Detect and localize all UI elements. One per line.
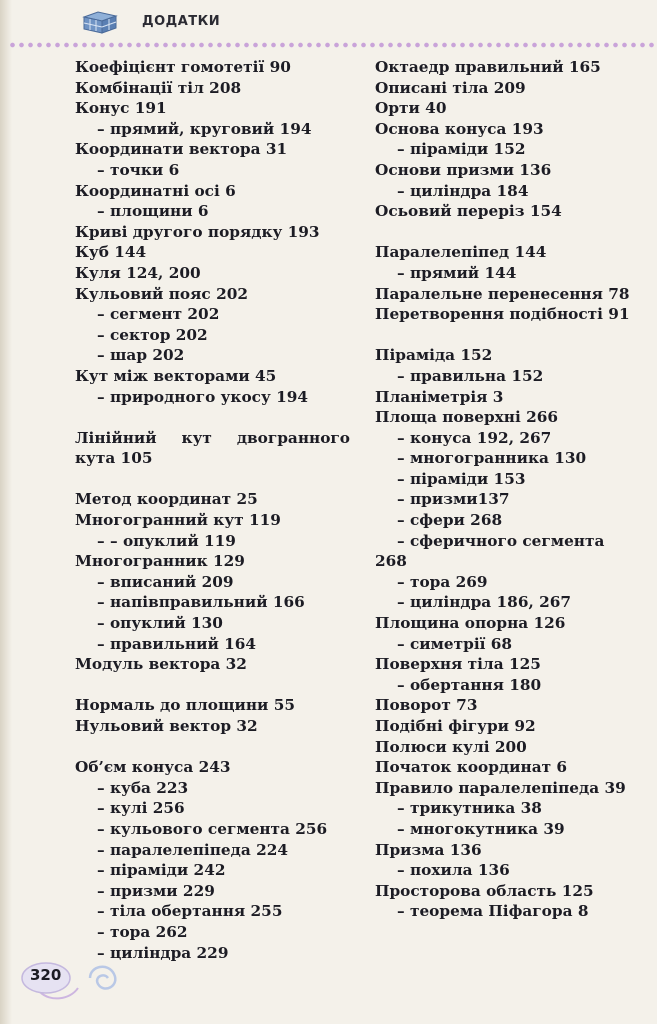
index-subentry: – многокутника 39 (397, 819, 565, 838)
index-entry: Орти 40 (375, 99, 447, 118)
index-entry: Паралелепіпед 144 (375, 243, 547, 262)
cube-logo-icon (80, 9, 120, 35)
entry-gap (375, 222, 640, 243)
index-entry: Паралельне перенесення 78 (375, 284, 630, 303)
index-entry: Координатні осі 6 (75, 181, 236, 200)
index-entry: Просторова область 125 (375, 881, 594, 900)
index-entry: Осьовий переріз 154 (375, 202, 562, 221)
index-subentry: – тора 269 (397, 572, 488, 591)
index-column-left (75, 57, 350, 963)
entry-gap (75, 675, 350, 696)
index-entry: Коефіцієнт гомотетії 90 (75, 58, 291, 76)
index-subentry: – призми 229 (97, 881, 215, 900)
index-entry: Куб 144 (75, 243, 147, 262)
index-subentry: – циліндра 184 (397, 181, 529, 200)
index-subentry: – паралелепіпеда 224 (97, 840, 289, 859)
index-entry: Об’єм конуса 243 (75, 758, 231, 777)
index-subentry: – симетрії 68 (397, 634, 513, 653)
entry-gap (75, 469, 350, 490)
index-entry: Нульовий вектор 32 (75, 717, 258, 735)
index-entry: Конус 191 (75, 99, 167, 118)
index-entry: кута 105 (75, 449, 153, 468)
index-subentry: – точки 6 (97, 160, 180, 179)
index-entry: Криві другого порядку 193 (75, 222, 320, 241)
index-entry: Перетворення подібності 91 (375, 305, 630, 324)
index-entry: Поворот 73 (375, 696, 478, 715)
index-entry: Комбінації тіл 208 (75, 78, 242, 97)
index-subentry: – напівправильний 166 (97, 593, 305, 612)
index-subentry: – сферичного сегмента (397, 531, 605, 550)
index-entry: Метод координат 25 (75, 490, 258, 509)
index-entry: Октаедр правильний 165 (375, 58, 601, 76)
index-subentry: – призми137 (397, 490, 510, 509)
index-entry: Площина опорна 126 (375, 614, 566, 633)
index-subentry: – кульового сегмента 256 (97, 819, 328, 838)
index-subentry: – правильна 152 (397, 366, 544, 385)
index-subentry: – кулі 256 (97, 799, 185, 818)
index-entry: Подібні фігури 92 (375, 717, 536, 735)
index-subentry: – циліндра 186, 267 (397, 593, 572, 612)
index-entry: Площа поверхні 266 (375, 408, 559, 427)
index-entry: Кут між векторами 45 (75, 366, 277, 385)
index-entry: Початок координат 6 (375, 758, 568, 777)
index-subentry: – вписаний 209 (97, 572, 234, 591)
index-entry: Координати вектора 31 (75, 140, 288, 159)
index-subentry: – многогранника 130 (397, 449, 587, 468)
dotted-divider (8, 41, 657, 49)
index-subentry: – циліндра 229 (97, 943, 229, 962)
index-entry: Куля 124, 200 (75, 263, 201, 282)
index-entry: Піраміда 152 (375, 346, 493, 365)
index-subentry: – куба 223 (97, 778, 189, 797)
section-title: ДОДАТКИ (142, 14, 221, 29)
index-entry: Описані тіла 209 (375, 78, 526, 97)
page-edge-shadow (0, 0, 12, 1024)
index-entry: Призма 136 (375, 840, 482, 859)
index-entry: Правило паралелепіпеда 39 (375, 778, 626, 797)
index-entry: Основи призми 136 (375, 160, 552, 179)
entry-gap (375, 325, 640, 346)
index-subentry: – теорема Піфагора 8 (397, 902, 589, 921)
page-header (0, 0, 657, 50)
index-subentry: – тіла обертання 255 (97, 902, 283, 921)
index-subentry: – сегмент 202 (97, 305, 220, 324)
index-entry: Многогранний кут 119 (75, 511, 281, 530)
index-entry: Планіметрія 3 (375, 387, 504, 406)
index-subentry: – прямий, круговий 194 (97, 119, 312, 138)
page-number: 320 (30, 966, 62, 984)
index-entry: Многогранник 129 (75, 552, 245, 571)
index-subentry: – правильний 164 (97, 634, 257, 653)
index-subentry: – піраміди 153 (397, 469, 526, 488)
index-entry: Кульовий пояс 202 (75, 284, 248, 303)
index-subentry: – піраміди 242 (97, 861, 226, 880)
index-subentry: – сфери 268 (397, 511, 503, 530)
index-subentry: – трикутника 38 (397, 799, 542, 818)
index-subentry: – опуклий 130 (97, 614, 223, 633)
index-subentry: – тора 262 (97, 922, 188, 941)
index-column-right (375, 57, 640, 922)
index-entry: Полюси кулі 200 (375, 737, 527, 756)
index-subentry: – обертання 180 (397, 675, 542, 694)
index-subentry: – площини 6 (97, 202, 209, 221)
index-entry: Поверхня тіла 125 (375, 655, 541, 674)
index-subentry: – прямий 144 (397, 263, 517, 282)
index-entry: Лінійний кут двогранного (75, 428, 350, 447)
index-entry: Нормаль до площини 55 (75, 696, 296, 715)
index-subentry: – похила 136 (397, 861, 510, 880)
index-subentry: – шар 202 (97, 346, 185, 365)
index-entry: Основа конуса 193 (375, 119, 544, 138)
index-entry: 268 (375, 552, 407, 571)
entry-gap (75, 737, 350, 758)
index-subentry: – піраміди 152 (397, 140, 526, 159)
index-subentry: – – опуклий 119 (97, 531, 236, 550)
index-entry: Модуль вектора 32 (75, 655, 247, 674)
index-subentry: – сектор 202 (97, 325, 208, 344)
entry-gap (75, 407, 350, 428)
index-subentry: – природного укосу 194 (97, 387, 309, 406)
index-subentry: – конуса 192, 267 (397, 428, 552, 447)
